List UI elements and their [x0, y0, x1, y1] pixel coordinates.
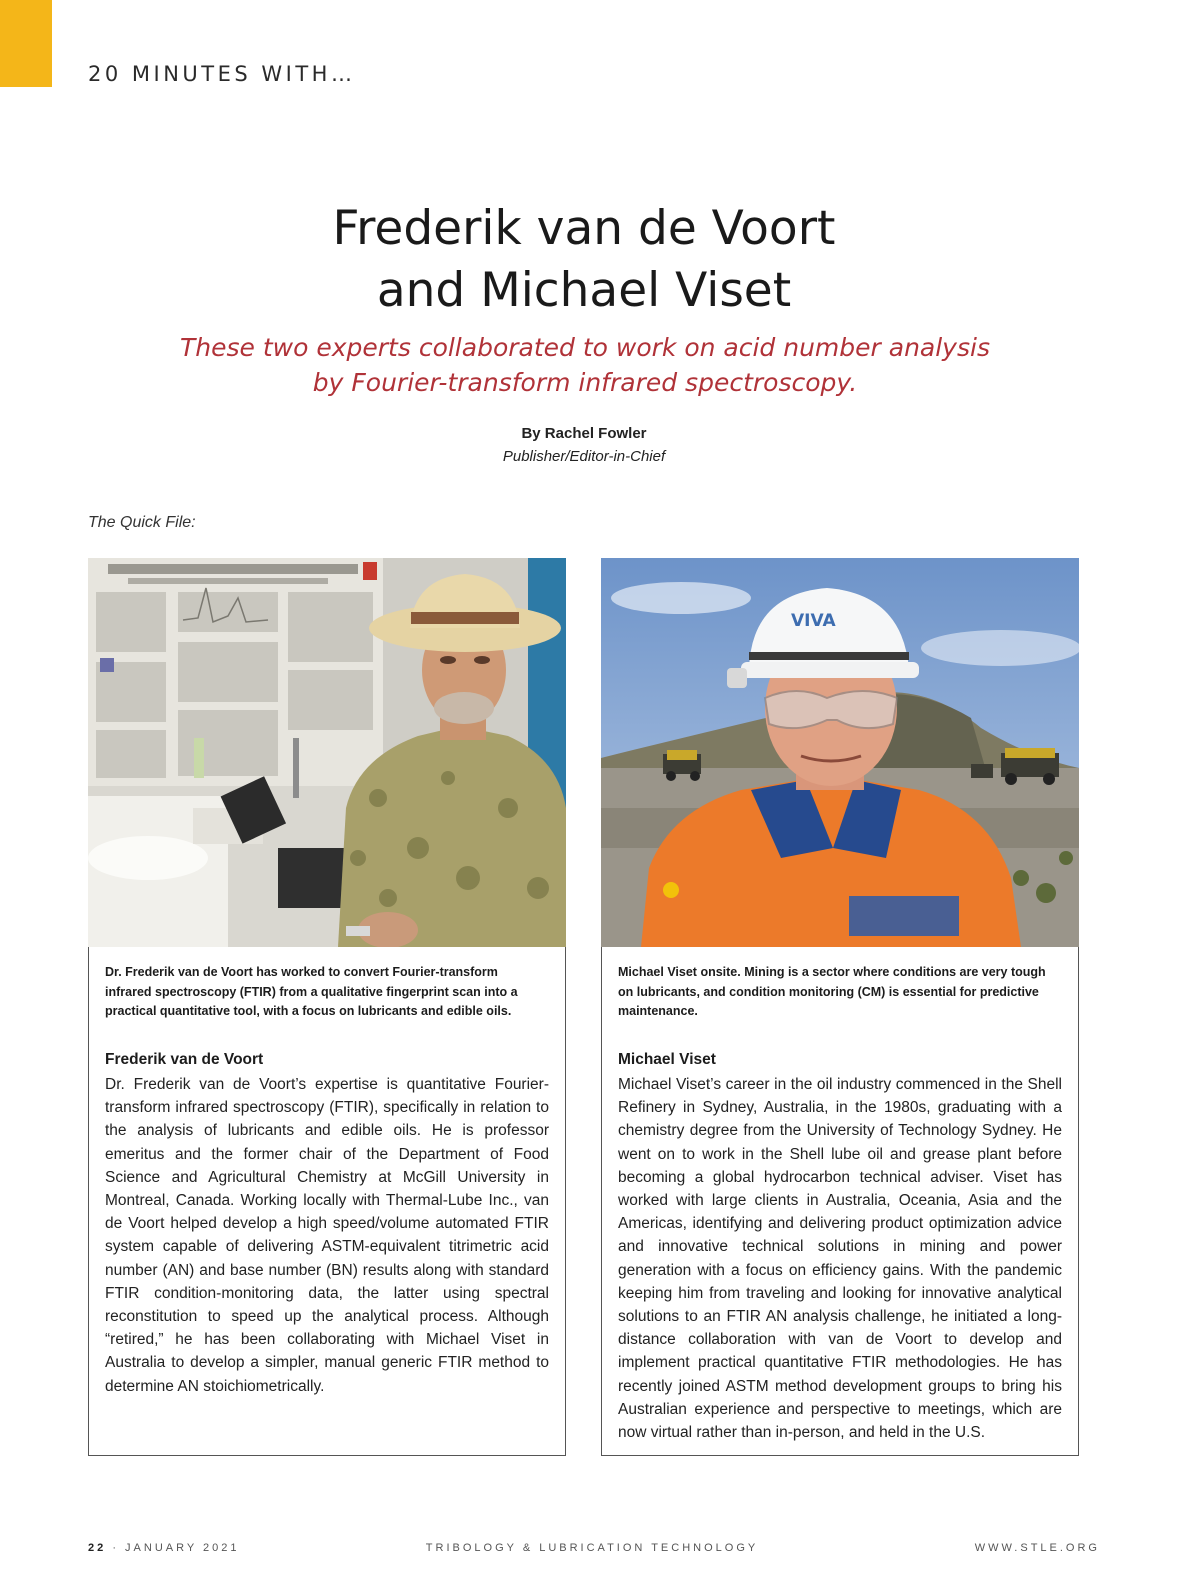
footer-publication: TRIBOLOGY & LUBRICATION TECHNOLOGY — [425, 1542, 759, 1554]
bio-text: Michael Viset’s career in the oil industry commenced in the Shell Refinery in Sydney, Australia, in the 1980s, graduating with a chemistry degree from the University of Technology Sydney. He went on to work in the Shell lube oil and grease plant before becoming a global hydrocarbon technical adviser. Viset has worked with large clients in Australia, Oceania, Asia and the Americas, identifying and delivering product optimization advice and innovative technical solutions in mining and power generation with a focus on efficiency gains. With the pandemic keeping him from traveling and looking for innovative analytical solutions to an FTIR AN analysis challenge, he initiated a long-distance collaboration with van de Voort to develop and implement practical quantitative FTIR methodologies. He has recently joined ASTM method development groups to bring his Australian experience and perspective to meetings, which are now virtual rather than in-person, and held in the U.S. — [618, 1076, 1062, 1442]
helmet-logo-text: VIVA — [791, 611, 836, 631]
section-label: 20 MINUTES WITH… — [88, 62, 356, 86]
subtitle-line-1: These two experts collaborated to work on acid number analysis — [180, 333, 990, 362]
photo-viset — [601, 558, 1079, 947]
photo-caption: Dr. Frederik van de Voort has worked to convert Fourier-transform infrared spectroscopy (FTIR) from a qualitative fingerprint scan into a practical quantitative tool, with a focus on lubricants and edible oils. — [105, 965, 518, 1018]
title-line-2: and Michael Viset — [376, 263, 792, 318]
quick-file-label: The Quick File: — [88, 514, 196, 531]
issue-date: JANUARY 2021 — [125, 1542, 240, 1554]
byline — [0, 422, 1168, 468]
article-subtitle — [0, 330, 1170, 400]
profile-card-van-de-voort — [88, 558, 566, 1456]
profile-card-viset — [601, 558, 1079, 1456]
photo-caption: Michael Viset onsite. Mining is a sector where conditions are very tough on lubricants, and condition monitoring (CM) is essential for predictive maintenance. — [618, 965, 1046, 1018]
footer-website[interactable]: WWW.STLE.ORG — [974, 1542, 1100, 1554]
article-title — [0, 198, 1168, 322]
bio-name: Michael Viset — [618, 1051, 716, 1068]
author-role: Publisher/Editor-in-Chief — [502, 448, 666, 465]
footer-separator: · — [112, 1542, 119, 1554]
author-name: By Rachel Fowler — [521, 425, 647, 442]
page-number: 22 — [88, 1542, 107, 1554]
accent-bar — [0, 0, 52, 87]
bio-text: Dr. Frederik van de Voort’s expertise is quantitative Fourier-transform infrared spectroscopy (FTIR), specifically in relation to the analysis of lubricants and edible oils. He is professor emeritus and the former chair of the Department of Food Science and Agricultural Chemistry at McGill University in Montreal, Canada. Working locally with Thermal-Lube Inc., van de Voort helped develop a high speed/volume automated FTIR system capable of delivering ASTM-equivalent titrimetric acid number (AN) and base number (BN) results along with standard FTIR condition-monitoring data, the latter using spectral reconstitution to speed up the analytical process. Although “retired,” he has been collaborating with Michael Viset in Australia to develop a simpler, manual generic FTIR method to determine AN stoichiometrically. — [105, 1076, 549, 1395]
bio-name: Frederik van de Voort — [105, 1051, 264, 1068]
title-line-1: Frederik van de Voort — [332, 201, 836, 256]
subtitle-line-2: by Fourier-transform infrared spectroscopy. — [312, 368, 858, 397]
photo-van-de-voort — [88, 558, 566, 947]
